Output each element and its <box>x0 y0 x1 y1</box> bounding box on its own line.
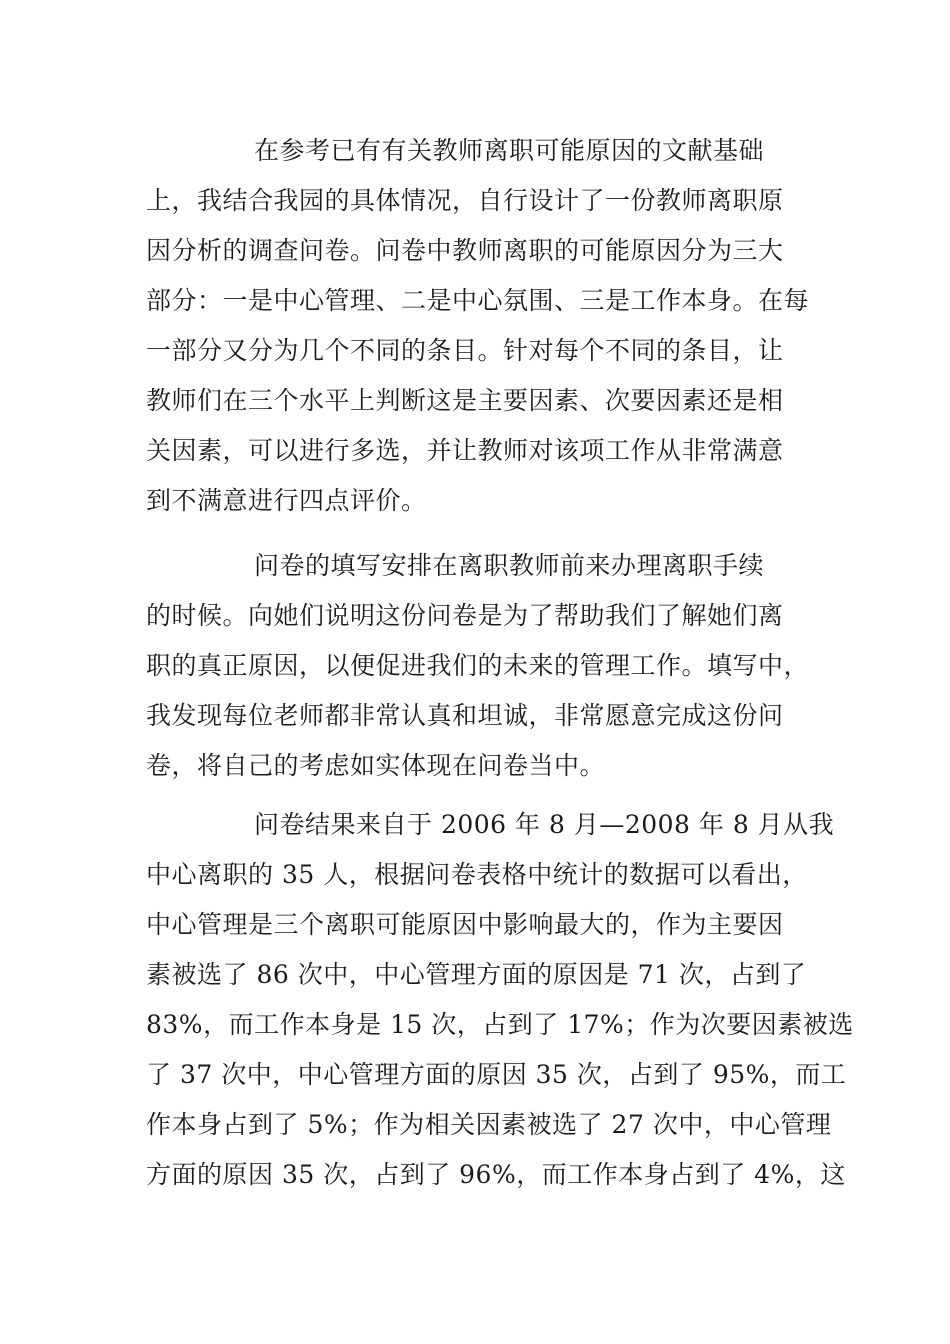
text-line: 中心管理是三个离职可能原因中影响最大的，作为主要因 <box>146 910 784 939</box>
text-line: 一部分又分为几个不同的条目。针对每个不同的条目，让 <box>146 336 784 365</box>
paragraph-3 <box>146 800 854 1200</box>
text-line: 中心离职的 35 人，根据问卷表格中统计的数据可以看出， <box>146 860 808 889</box>
text-line: 问卷结果来自于 2006 年 8 月—2008 年 8 月从我 <box>254 810 835 839</box>
text-line: 到不满意进行四点评价。 <box>146 486 427 515</box>
text-line: 83%，而工作本身是 15 次，占到了 17%；作为次要因素被选 <box>146 1010 854 1039</box>
paragraph-1 <box>146 126 816 526</box>
text-line: 卷，将自己的考虑如实体现在问卷当中。 <box>146 751 606 780</box>
text-line: 我发现每位老师都非常认真和坦诚，非常愿意完成这份问 <box>146 701 784 730</box>
text-line: 素被选了 86 次中，中心管理方面的原因是 71 次，占到了 <box>146 960 807 989</box>
text-line: 职的真正原因，以便促进我们的未来的管理工作。填写中， <box>146 651 810 680</box>
text-line: 方面的原因 35 次，占到了 96%，而工作本身占到了 4%，这 <box>146 1160 846 1189</box>
text-line: 关因素，可以进行多选，并让教师对该项工作从非常满意 <box>146 436 784 465</box>
text-line: 了 37 次中，中心管理方面的原因 35 次，占到了 95%，而工 <box>146 1060 847 1089</box>
text-line: 部分：一是中心管理、二是中心氛围、三是工作本身。在每 <box>146 286 810 315</box>
paragraph-2 <box>146 541 816 791</box>
text-line: 的时候。向她们说明这份问卷是为了帮助我们了解她们离 <box>146 601 784 630</box>
text-line: 教师们在三个水平上判断这是主要因素、次要因素还是相 <box>146 386 784 415</box>
text-line: 问卷的填写安排在离职教师前来办理离职手续 <box>254 551 765 580</box>
text-line: 上，我结合我园的具体情况，自行设计了一份教师离职原 <box>146 186 784 215</box>
text-line: 作本身占到了 5%；作为相关因素被选了 27 次中，中心管理 <box>146 1110 832 1139</box>
text-line: 因分析的调查问卷。问卷中教师离职的可能原因分为三大 <box>146 236 784 265</box>
text-line: 在参考已有有关教师离职可能原因的文献基础 <box>254 136 765 165</box>
